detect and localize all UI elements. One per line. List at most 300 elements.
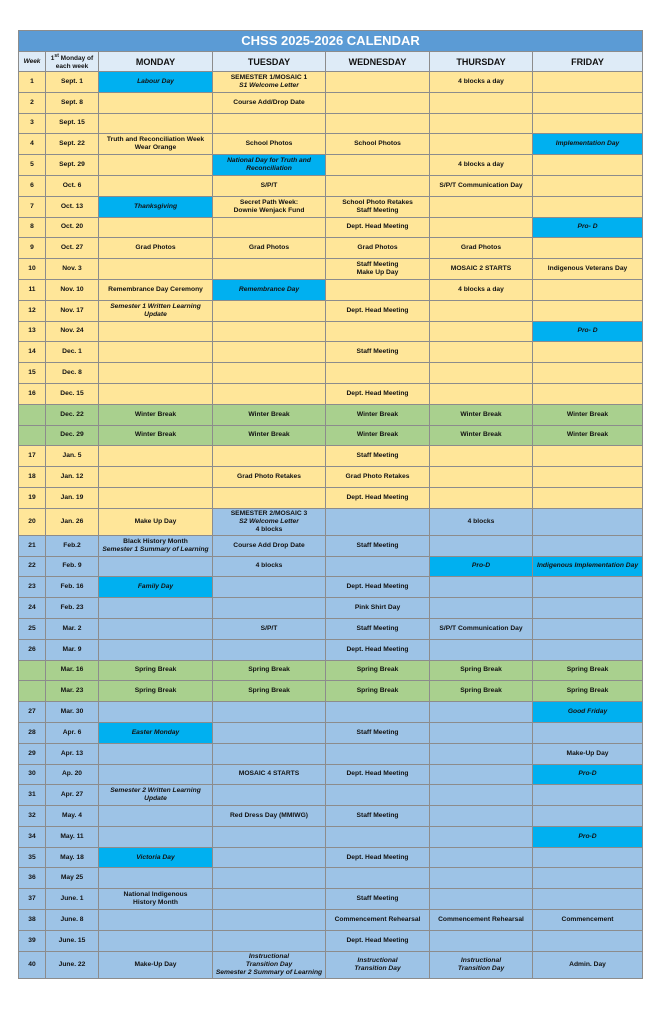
day-cell-monday xyxy=(99,196,213,217)
week-number: 6 xyxy=(19,175,46,196)
week-date: June. 22 xyxy=(46,951,99,978)
week-date: Oct. 27 xyxy=(46,238,99,259)
event-text: Instructional xyxy=(460,956,502,964)
day-cell-monday xyxy=(99,826,213,847)
day-cell-monday xyxy=(99,404,213,425)
day-cell-tuesday xyxy=(213,72,326,93)
day-cell-thursday xyxy=(430,951,533,978)
week-number: 38 xyxy=(19,910,46,931)
week-row xyxy=(19,556,643,577)
day-cell-monday xyxy=(99,92,213,113)
event-text: 4 blocks xyxy=(255,525,283,533)
day-cell-tuesday xyxy=(213,764,326,785)
week-date: Dec. 1 xyxy=(46,342,99,363)
day-cell-wednesday xyxy=(326,217,430,238)
day-cell-monday xyxy=(99,743,213,764)
day-header-monday: MONDAY xyxy=(99,52,213,72)
week-date: Jan. 19 xyxy=(46,487,99,508)
event-text: S/P/T xyxy=(260,624,278,632)
event-text: Transition Day xyxy=(354,964,401,972)
day-cell-thursday xyxy=(430,556,533,577)
day-cell-thursday xyxy=(430,196,533,217)
week-number: 28 xyxy=(19,722,46,743)
week-row xyxy=(19,259,643,280)
day-cell-thursday xyxy=(430,826,533,847)
event-text: Downie Wenjack Fund xyxy=(233,206,305,214)
event-text: Pro-D xyxy=(578,770,597,778)
week-number: 5 xyxy=(19,155,46,176)
day-cell-tuesday xyxy=(213,383,326,404)
day-cell-tuesday xyxy=(213,618,326,639)
day-cell-friday xyxy=(533,487,643,508)
week-number: 26 xyxy=(19,639,46,660)
day-cell-thursday xyxy=(430,467,533,488)
day-cell-thursday xyxy=(430,238,533,259)
day-cell-monday xyxy=(99,72,213,93)
day-cell-monday xyxy=(99,598,213,619)
event-text: Update xyxy=(144,310,167,318)
day-cell-thursday xyxy=(430,806,533,827)
day-cell-monday xyxy=(99,300,213,321)
day-cell-tuesday xyxy=(213,238,326,259)
day-cell-thursday xyxy=(430,446,533,467)
event-text: Semester 2 Summary of Learning xyxy=(215,968,323,976)
day-cell-wednesday xyxy=(326,175,430,196)
week-row xyxy=(19,868,643,889)
day-cell-tuesday xyxy=(213,868,326,889)
event-text: School Photos xyxy=(245,140,293,148)
day-cell-thursday xyxy=(430,217,533,238)
day-cell-wednesday xyxy=(326,342,430,363)
day-cell-monday xyxy=(99,134,213,155)
day-cell-thursday xyxy=(430,868,533,889)
day-cell-tuesday xyxy=(213,535,326,556)
day-cell-thursday xyxy=(430,92,533,113)
day-cell-tuesday xyxy=(213,467,326,488)
week-date: Jan. 26 xyxy=(46,508,99,535)
week-row xyxy=(19,155,643,176)
day-cell-friday xyxy=(533,951,643,978)
event-text: Winter Break xyxy=(134,410,177,418)
event-text: Course Add/Drop Date xyxy=(233,98,305,106)
day-cell-monday xyxy=(99,217,213,238)
day-cell-thursday xyxy=(430,279,533,300)
week-row xyxy=(19,134,643,155)
week-number xyxy=(19,404,46,425)
event-text: Semester 1 Summary of Learning xyxy=(102,545,209,553)
day-cell-thursday xyxy=(430,681,533,702)
day-cell-wednesday xyxy=(326,134,430,155)
event-text: MOSAIC 4 STARTS xyxy=(238,770,300,778)
week-number xyxy=(19,425,46,446)
day-cell-monday xyxy=(99,660,213,681)
event-text: Black History Month xyxy=(123,537,188,545)
day-cell-friday xyxy=(533,113,643,134)
day-cell-friday xyxy=(533,508,643,535)
week-row xyxy=(19,487,643,508)
week-date: Feb. 9 xyxy=(46,556,99,577)
day-cell-thursday xyxy=(430,487,533,508)
week-row xyxy=(19,930,643,951)
week-number: 27 xyxy=(19,702,46,723)
week-number: 16 xyxy=(19,383,46,404)
day-cell-friday xyxy=(533,556,643,577)
event-text: Labour Day xyxy=(137,77,174,85)
event-text: Staff Meeting xyxy=(356,261,399,269)
day-cell-wednesday xyxy=(326,467,430,488)
event-text: Remembrance Day xyxy=(238,285,300,293)
day-cell-friday xyxy=(533,175,643,196)
day-cell-tuesday xyxy=(213,113,326,134)
week-number: 34 xyxy=(19,826,46,847)
event-text: S/P/T Communication Day xyxy=(439,624,523,632)
event-text: Wear Orange xyxy=(134,144,177,152)
event-text: Make-Up Day xyxy=(134,960,177,968)
event-text: Grad Photos xyxy=(460,244,502,252)
event-text: Victoria Day xyxy=(136,853,175,861)
event-text: Grad Photos xyxy=(135,244,176,252)
day-cell-tuesday xyxy=(213,702,326,723)
week-number: 4 xyxy=(19,134,46,155)
week-number: 17 xyxy=(19,446,46,467)
day-cell-tuesday xyxy=(213,446,326,467)
week-row xyxy=(19,743,643,764)
event-text: Indigenous Veterans Day xyxy=(547,265,628,273)
day-cell-thursday xyxy=(430,175,533,196)
week-number: 32 xyxy=(19,806,46,827)
week-number: 22 xyxy=(19,556,46,577)
day-cell-thursday xyxy=(430,404,533,425)
event-text: 4 blocks a day xyxy=(458,285,504,293)
event-text: Dept. Head Meeting xyxy=(346,389,409,397)
week-date: Mar. 23 xyxy=(46,681,99,702)
week-date: Jan. 12 xyxy=(46,467,99,488)
day-cell-wednesday xyxy=(326,577,430,598)
week-date: Dec. 29 xyxy=(46,425,99,446)
day-cell-thursday xyxy=(430,72,533,93)
event-text: Staff Meeting xyxy=(356,348,399,356)
week-date: June. 15 xyxy=(46,930,99,951)
event-text: Secret Path Week: xyxy=(239,198,299,206)
event-text: Update xyxy=(144,795,167,803)
day-cell-tuesday xyxy=(213,279,326,300)
week-row xyxy=(19,363,643,384)
event-text: Pink Shirt Day xyxy=(354,604,401,612)
event-text: Dept. Head Meeting xyxy=(346,306,409,314)
day-cell-wednesday xyxy=(326,889,430,910)
event-text: Remembrance Day Ceremony xyxy=(108,285,203,293)
day-cell-friday xyxy=(533,217,643,238)
day-cell-tuesday xyxy=(213,598,326,619)
week-number: 30 xyxy=(19,764,46,785)
event-text: Spring Break xyxy=(134,687,177,695)
day-cell-monday xyxy=(99,321,213,342)
day-cell-friday xyxy=(533,639,643,660)
week-row xyxy=(19,92,643,113)
week-date: Oct. 13 xyxy=(46,196,99,217)
week-date: May. 18 xyxy=(46,847,99,868)
event-text: Transition Day xyxy=(245,960,293,968)
week-row xyxy=(19,342,643,363)
event-text: Winter Break xyxy=(248,410,290,418)
day-cell-friday xyxy=(533,910,643,931)
week-row xyxy=(19,618,643,639)
event-text: Commencement xyxy=(561,915,614,923)
day-cell-monday xyxy=(99,868,213,889)
day-cell-wednesday xyxy=(326,383,430,404)
week-number: 20 xyxy=(19,508,46,535)
event-text: Instructional xyxy=(357,956,398,964)
event-text: Transition Day xyxy=(457,964,505,972)
week-date: Nov. 3 xyxy=(46,259,99,280)
day-cell-thursday xyxy=(430,847,533,868)
day-cell-monday xyxy=(99,113,213,134)
event-text: Grad Photos xyxy=(357,244,398,252)
day-cell-wednesday xyxy=(326,363,430,384)
day-cell-wednesday xyxy=(326,113,430,134)
day-cell-monday xyxy=(99,785,213,806)
event-text: Commencement Rehearsal xyxy=(438,915,524,923)
week-row xyxy=(19,785,643,806)
day-cell-tuesday xyxy=(213,577,326,598)
day-cell-tuesday xyxy=(213,681,326,702)
week-number: 18 xyxy=(19,467,46,488)
day-cell-tuesday xyxy=(213,556,326,577)
week-row xyxy=(19,951,643,978)
week-date: Feb.2 xyxy=(46,535,99,556)
week-row xyxy=(19,383,643,404)
week-number: 23 xyxy=(19,577,46,598)
event-text: Staff Meeting xyxy=(356,206,399,214)
event-text: MOSAIC 2 STARTS xyxy=(450,265,512,273)
day-cell-monday xyxy=(99,577,213,598)
day-cell-friday xyxy=(533,930,643,951)
day-cell-wednesday xyxy=(326,487,430,508)
day-cell-wednesday xyxy=(326,556,430,577)
week-row xyxy=(19,279,643,300)
day-cell-thursday xyxy=(430,764,533,785)
event-text: Pro- D xyxy=(577,327,598,335)
day-cell-thursday xyxy=(430,321,533,342)
day-cell-tuesday xyxy=(213,92,326,113)
day-cell-friday xyxy=(533,660,643,681)
event-text: Winter Break xyxy=(248,431,290,439)
day-cell-monday xyxy=(99,279,213,300)
week-date: Sept. 8 xyxy=(46,92,99,113)
event-text: Dept. Head Meeting xyxy=(346,223,409,231)
day-cell-tuesday xyxy=(213,508,326,535)
day-cell-friday xyxy=(533,577,643,598)
week-number: 24 xyxy=(19,598,46,619)
event-text: Winter Break xyxy=(356,410,399,418)
event-text: Pro- D xyxy=(577,223,598,231)
event-text: Staff Meeting xyxy=(356,811,399,819)
event-text: Course Add Drop Date xyxy=(233,541,305,549)
day-cell-wednesday xyxy=(326,910,430,931)
week-date: Mar. 9 xyxy=(46,639,99,660)
day-cell-tuesday xyxy=(213,826,326,847)
day-cell-tuesday xyxy=(213,722,326,743)
week-date: Oct. 6 xyxy=(46,175,99,196)
week-date: June. 1 xyxy=(46,889,99,910)
event-text: SEMESTER 1/MOSAIC 1 xyxy=(230,73,308,81)
event-text: SEMESTER 2/MOSAIC 3 xyxy=(230,509,308,517)
event-text: School Photos xyxy=(354,140,401,148)
day-cell-wednesday xyxy=(326,868,430,889)
event-text: Staff Meeting xyxy=(356,728,399,736)
week-number: 14 xyxy=(19,342,46,363)
day-cell-thursday xyxy=(430,300,533,321)
week-date: May 25 xyxy=(46,868,99,889)
week-date: Dec. 22 xyxy=(46,404,99,425)
day-cell-thursday xyxy=(430,889,533,910)
day-cell-wednesday xyxy=(326,764,430,785)
day-cell-thursday xyxy=(430,660,533,681)
week-row xyxy=(19,889,643,910)
day-cell-friday xyxy=(533,196,643,217)
week-row xyxy=(19,321,643,342)
week-date: Dec. 15 xyxy=(46,383,99,404)
day-cell-wednesday xyxy=(326,279,430,300)
week-date: Feb. 23 xyxy=(46,598,99,619)
event-text: Truth and Reconciliation Week xyxy=(106,136,205,144)
week-row xyxy=(19,639,643,660)
day-cell-wednesday xyxy=(326,300,430,321)
day-cell-tuesday xyxy=(213,639,326,660)
week-row xyxy=(19,175,643,196)
week-row xyxy=(19,446,643,467)
day-cell-wednesday xyxy=(326,508,430,535)
day-cell-thursday xyxy=(430,383,533,404)
week-date: Nov. 17 xyxy=(46,300,99,321)
day-cell-tuesday xyxy=(213,217,326,238)
week-row xyxy=(19,217,643,238)
day-cell-friday xyxy=(533,806,643,827)
day-cell-monday xyxy=(99,238,213,259)
day-cell-wednesday xyxy=(326,722,430,743)
event-text: Spring Break xyxy=(134,666,177,674)
day-cell-monday xyxy=(99,722,213,743)
week-number: 35 xyxy=(19,847,46,868)
event-text: Spring Break xyxy=(356,687,399,695)
day-cell-thursday xyxy=(430,342,533,363)
week-row xyxy=(19,404,643,425)
week-date: Sept. 15 xyxy=(46,113,99,134)
day-cell-thursday xyxy=(430,722,533,743)
day-cell-wednesday xyxy=(326,535,430,556)
day-cell-friday xyxy=(533,425,643,446)
week-row xyxy=(19,910,643,931)
day-cell-tuesday xyxy=(213,342,326,363)
week-date: Apr. 27 xyxy=(46,785,99,806)
day-cell-friday xyxy=(533,467,643,488)
week-number: 2 xyxy=(19,92,46,113)
week-row xyxy=(19,681,643,702)
event-text: School Photo Retakes xyxy=(342,198,413,206)
day-cell-tuesday xyxy=(213,930,326,951)
day-cell-tuesday xyxy=(213,259,326,280)
week-number: 1 xyxy=(19,72,46,93)
day-cell-friday xyxy=(533,72,643,93)
day-cell-thursday xyxy=(430,930,533,951)
week-row xyxy=(19,72,643,93)
day-cell-friday xyxy=(533,383,643,404)
event-text: S2 Welcome Letter xyxy=(239,517,299,525)
day-cell-friday xyxy=(533,155,643,176)
week-row xyxy=(19,826,643,847)
week-date: Apr. 6 xyxy=(46,722,99,743)
day-cell-tuesday xyxy=(213,404,326,425)
event-text: Staff Meeting xyxy=(356,624,399,632)
week-number: 3 xyxy=(19,113,46,134)
calendar-body xyxy=(19,72,643,979)
event-text: Commencement Rehearsal xyxy=(334,915,421,923)
event-text: Winter Break xyxy=(134,431,177,439)
day-cell-thursday xyxy=(430,535,533,556)
week-date: Nov. 24 xyxy=(46,321,99,342)
day-cell-wednesday xyxy=(326,196,430,217)
week-row xyxy=(19,577,643,598)
day-cell-monday xyxy=(99,155,213,176)
event-text: Dept. Head Meeting xyxy=(346,493,409,501)
day-cell-tuesday xyxy=(213,425,326,446)
event-text: Implementation Day xyxy=(555,140,620,148)
day-cell-wednesday xyxy=(326,930,430,951)
day-cell-tuesday xyxy=(213,660,326,681)
day-cell-friday xyxy=(533,743,643,764)
first-monday-header: 1st Monday of each week xyxy=(46,52,99,72)
day-cell-thursday xyxy=(430,508,533,535)
event-text: Semester 1 Written Learning xyxy=(110,302,201,310)
day-cell-tuesday xyxy=(213,134,326,155)
day-cell-friday xyxy=(533,847,643,868)
day-cell-thursday xyxy=(430,743,533,764)
day-cell-monday xyxy=(99,383,213,404)
day-cell-wednesday xyxy=(326,259,430,280)
day-cell-monday xyxy=(99,425,213,446)
day-cell-wednesday xyxy=(326,598,430,619)
event-text: Winter Break xyxy=(460,410,502,418)
day-cell-monday xyxy=(99,702,213,723)
day-cell-friday xyxy=(533,342,643,363)
week-number: 21 xyxy=(19,535,46,556)
event-text: Pro-D xyxy=(471,562,491,570)
event-text: 4 blocks xyxy=(255,562,283,570)
day-cell-wednesday xyxy=(326,404,430,425)
event-text: Spring Break xyxy=(248,666,290,674)
day-cell-friday xyxy=(533,300,643,321)
day-cell-wednesday xyxy=(326,238,430,259)
day-cell-tuesday xyxy=(213,847,326,868)
day-cell-friday xyxy=(533,363,643,384)
event-text: National Indigenous xyxy=(123,891,188,899)
day-cell-tuesday xyxy=(213,951,326,978)
day-cell-monday xyxy=(99,556,213,577)
day-cell-monday xyxy=(99,467,213,488)
event-text: Grad Photo Retakes xyxy=(345,473,410,481)
day-cell-monday xyxy=(99,889,213,910)
event-text: Dept. Head Meeting xyxy=(346,583,409,591)
day-cell-wednesday xyxy=(326,785,430,806)
event-text: Staff Meeting xyxy=(356,541,399,549)
event-text: National Day for Truth and xyxy=(227,157,311,165)
day-cell-thursday xyxy=(430,363,533,384)
day-header-thursday: THURSDAY xyxy=(430,52,533,72)
day-cell-monday xyxy=(99,363,213,384)
week-date: Sept. 1 xyxy=(46,72,99,93)
day-cell-friday xyxy=(533,868,643,889)
day-cell-wednesday xyxy=(326,446,430,467)
